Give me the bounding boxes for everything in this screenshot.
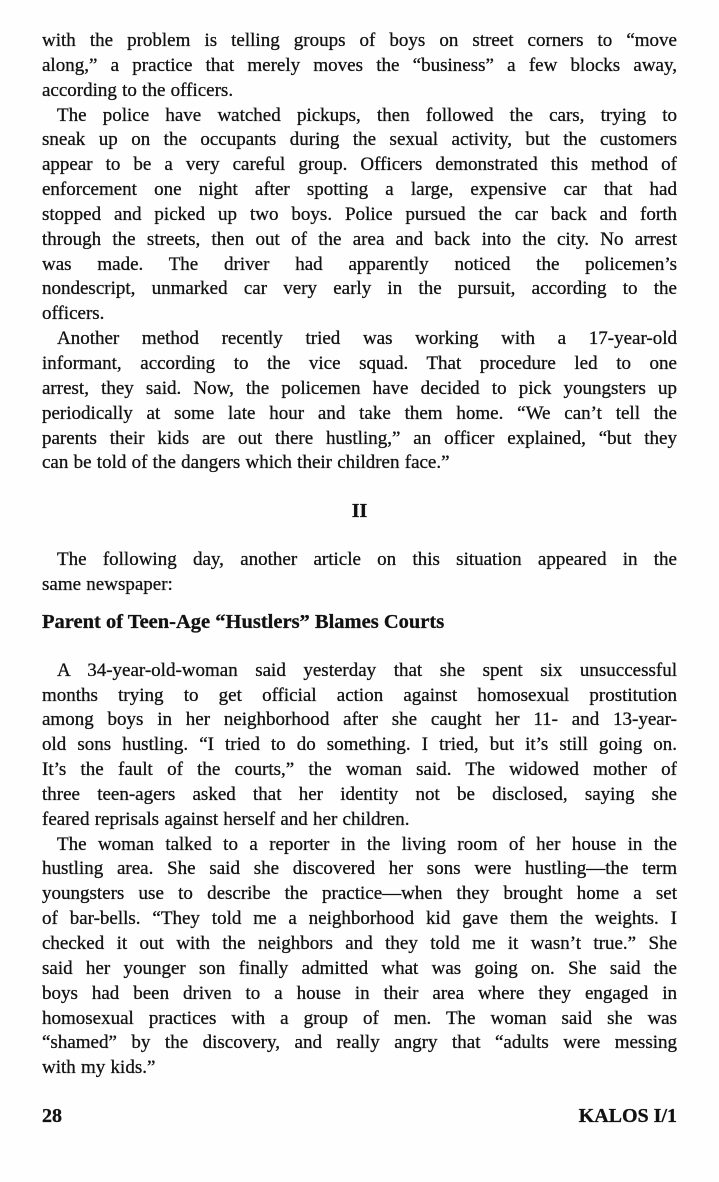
section-heading: II [351, 500, 368, 523]
page-footer [42, 1104, 677, 1129]
text-line: The police have watched pickups, then followed the cars, trying to [57, 104, 677, 126]
text-line: officers. [42, 303, 105, 325]
article-headline: Parent of Teen-Age “Hustlers” Blames Courts [42, 610, 445, 633]
text-line: of bar-bells. “They told me a neighborhood kid gave them the weights. I [42, 908, 677, 930]
text-line: informant, according to the vice squad. That procedure led to one [42, 352, 677, 374]
paragraph [42, 327, 677, 476]
text-line: It’s the fault of the courts,” the woman said. The widowed mother of [42, 759, 677, 781]
text-line: with my kids.” [42, 1057, 156, 1079]
text-line: with the problem is telling groups of boys on street corners to “move [42, 30, 677, 51]
text-line: feared reprisals against herself and her children. [42, 808, 410, 830]
text-line: parents their kids are out there hustling,” an officer explained, “but they [42, 427, 677, 449]
page-number: 28 [42, 1105, 62, 1128]
text-line: periodically at some late hour and take them home. “We can’t tell the [42, 402, 677, 424]
text-line: sneak up on the occupants during the sexual activity, but the customers [42, 129, 677, 151]
text-line: according to the officers. [42, 79, 234, 101]
text-line: same newspaper: [42, 573, 173, 595]
text-line: The following day, another article on this situation appeared in the [57, 549, 677, 571]
text-line: The woman talked to a reporter in the living room of her house in the [57, 833, 677, 855]
text-line: through the streets, then out of the area and back into the city. No arrest [42, 228, 677, 250]
text-line: said her younger son finally admitted what was going on. She said the [42, 957, 677, 979]
text-line: homosexual practices with a group of men. The woman said she was [42, 1007, 677, 1029]
text-line: enforcement one night after spotting a large, expensive car that had [42, 179, 677, 201]
text-line: old sons hustling. “I tried to do something. I tried, but it’s still going on. [42, 734, 677, 756]
text-line: stopped and picked up two boys. Police pursued the car back and forth [42, 203, 677, 225]
paragraph [42, 29, 677, 104]
text-line: along,” a practice that merely moves the “business” a few blocks away, [42, 54, 677, 76]
paragraph [42, 548, 677, 598]
text-line: months trying to get official action against homosexual prostitution [42, 684, 677, 706]
journal-volume: KALOS I/1 [578, 1105, 677, 1128]
paragraph [42, 104, 677, 328]
page-body [42, 29, 677, 1081]
text-line: appear to be a very careful group. Officers demonstrated this method of [42, 154, 677, 176]
text-line: among boys in her neighborhood after she caught her 11- and 13-year- [42, 709, 677, 731]
text-line: boys had been driven to a house in their area where they engaged in [42, 982, 677, 1004]
text-line: three teen-agers asked that her identity not be disclosed, saying she [42, 783, 677, 805]
paragraph [42, 659, 677, 833]
text-line: can be told of the dangers which their children face.” [42, 452, 450, 474]
text-line: hustling area. She said she discovered her sons were hustling—the term [42, 858, 677, 880]
text-line: arrest, they said. Now, the policemen have decided to pick youngsters up [42, 377, 677, 399]
text-line: “shamed” by the discovery, and really angry that “adults were messing [42, 1032, 677, 1054]
text-line: A 34-year-old-woman said yesterday that she spent six unsuccessful [57, 659, 677, 681]
text-line: Another method recently tried was working with a 17-year-old [57, 328, 677, 350]
text-line: nondescript, unmarked car very early in the pursuit, according to the [42, 278, 677, 300]
paragraph [42, 833, 677, 1081]
text-line: was made. The driver had apparently noticed the policemen’s [42, 253, 677, 275]
text-line: youngsters use to describe the practice—when they brought home a set [42, 883, 677, 905]
text-line: checked it out with the neighbors and they told me it wasn’t true.” She [42, 933, 677, 954]
